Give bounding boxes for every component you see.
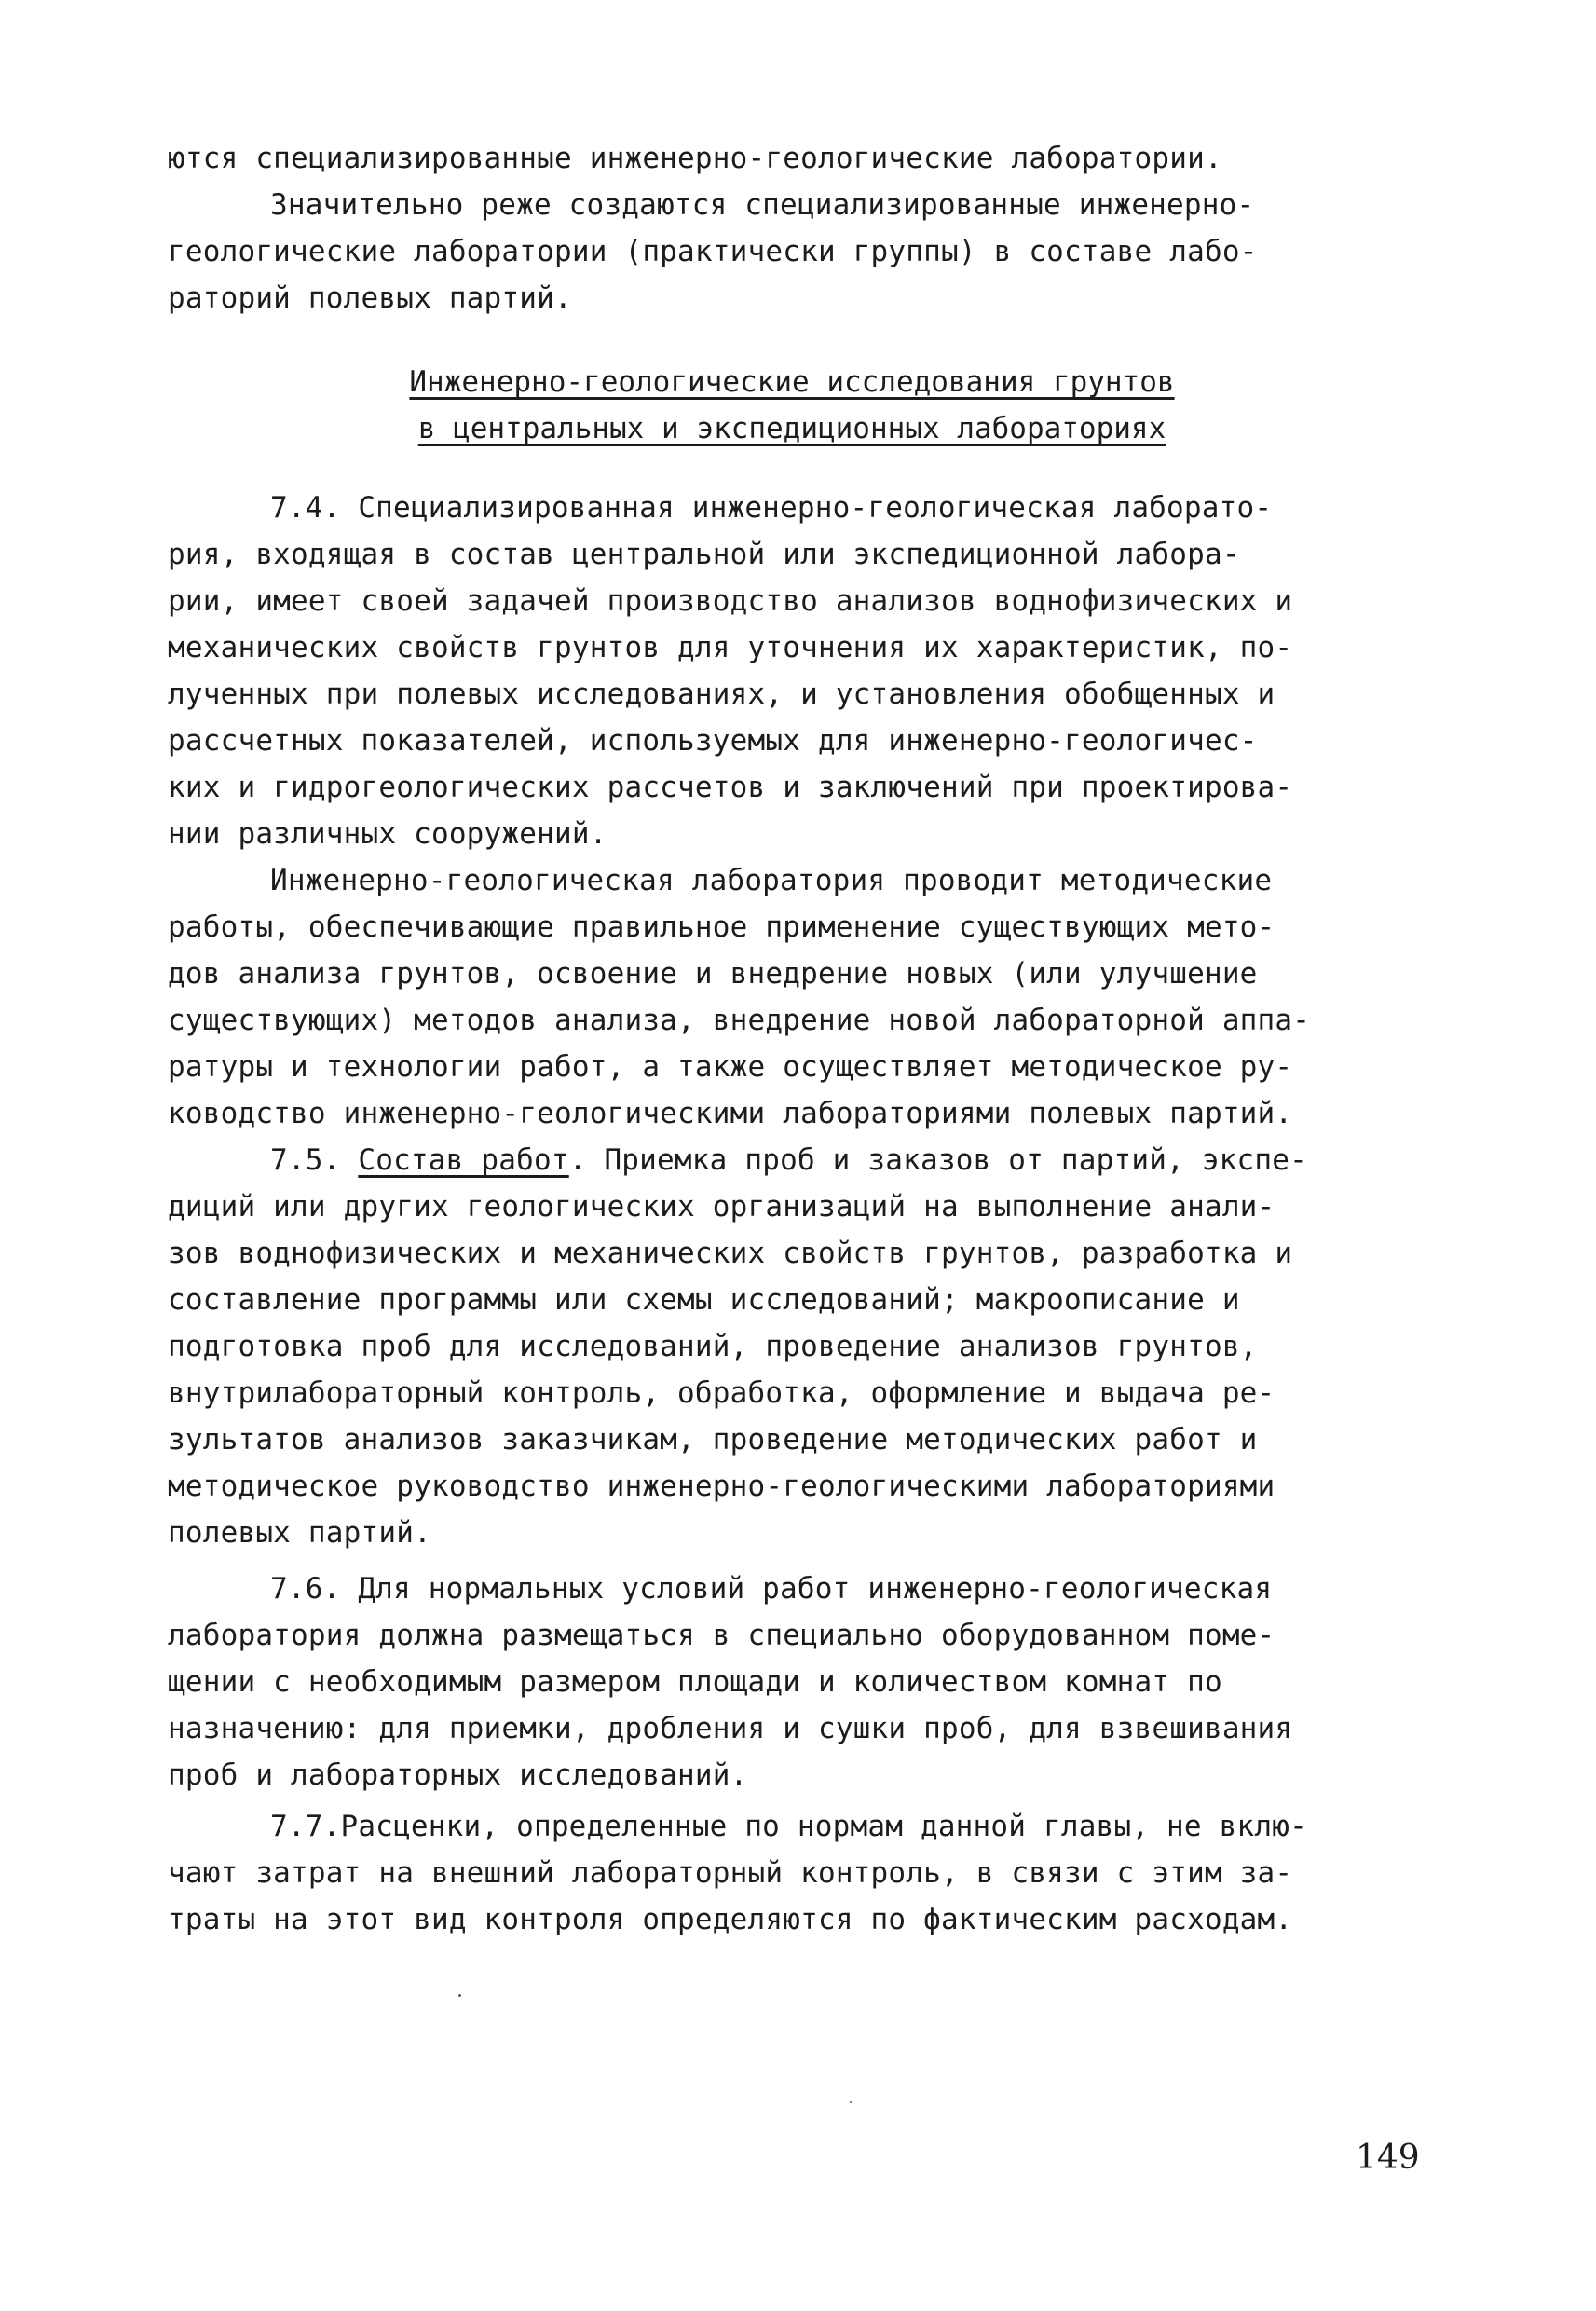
intro-paragraph	[168, 135, 1444, 321]
s77-line-3: траты на этот вид контроля определяются по фактическим расходам.	[168, 1903, 1293, 1936]
intro-line-3: геологические лаборатории (практически группы) в составе лабо-	[168, 235, 1258, 268]
s74-line-1: 7.4. Специализированная инженерно-геологическая лаборато-	[270, 491, 1273, 525]
s74-line-2: рия, входящая в состав центральной или экспедиционной лабора-	[168, 538, 1240, 571]
intro-line-4: раторий полевых партий.	[168, 281, 572, 315]
heading-line-1: Инженерно-геологические исследования грунтов	[409, 365, 1175, 399]
s77-line-2: чают затрат на внешний лабораторный контроль, в связи с этим за-	[168, 1856, 1293, 1890]
section-7-6	[168, 1566, 1444, 1798]
s75-line-2: диций или других геологических организаций на выполнение анали-	[168, 1190, 1275, 1224]
section-7-7	[168, 1803, 1444, 1943]
scan-speck	[850, 2101, 852, 2103]
s74-p2-line-3: дов анализа грунтов, освоение и внедрение новых (или улучшение	[168, 957, 1258, 991]
page-number: 149	[1356, 2139, 1420, 2177]
s74-line-5: лученных при полевых исследованиях, и установления обобщенных и	[168, 677, 1275, 711]
s74-line-8: нии различных сооружений.	[168, 817, 607, 851]
s74-line-4: механических свойств грунтов для уточнения их характеристик, по-	[168, 631, 1293, 664]
s75-line-6: внутрилабораторный контроль, обработка, оформление и выдача ре-	[168, 1376, 1275, 1410]
s76-line-5: проб и лабораторных исследований.	[168, 1758, 748, 1792]
s74-p2-line-5: ратуры и технологии работ, а также осуществляет методическое ру-	[168, 1050, 1293, 1084]
s74-line-7: ких и гидрогеологических рассчетов и заключений при проектирова-	[168, 771, 1293, 804]
section-7-5	[168, 1137, 1444, 1556]
s76-line-3: щении с необходимым размером площади и количеством комнат по	[168, 1665, 1222, 1699]
s74-line-6: рассчетных показателей, используемых для инженерно-геологичес-	[168, 724, 1258, 758]
s77-line-1: 7.7.Расценки, определенные по нормам данной главы, не вклю-	[270, 1810, 1307, 1843]
s75-line-3: зов воднофизических и механических свойств грунтов, разработка и	[168, 1237, 1293, 1270]
s75-first-rest: . Приемка проб и заказов от партий, экспе-	[568, 1143, 1307, 1177]
s75-line-8: методическое руководство инженерно-геологическими лабораториями	[168, 1470, 1275, 1503]
s74-line-3: рии, имеет своей задачей производство анализов воднофизических и	[168, 584, 1293, 618]
s74-p2-line-1: Инженерно-геологическая лаборатория проводит методические	[270, 864, 1273, 897]
s76-line-4: назначению: для приемки, дробления и сушки проб, для взвешивания	[168, 1712, 1293, 1745]
heading-line-2: в центральных и экспедиционных лабораториях	[417, 412, 1166, 445]
intro-line-2: Значительно реже создаются специализированные инженерно-	[270, 188, 1255, 222]
s75-line-9: полевых партий.	[168, 1516, 431, 1550]
s74-p2-line-2: работы, обеспечивающие правильное применение существующих мето-	[168, 910, 1275, 944]
scan-speck	[458, 1994, 461, 1997]
s75-line-7: зультатов анализов заказчикам, проведение методических работ и	[168, 1423, 1258, 1456]
s75-line-1	[168, 1137, 1444, 1183]
s75-line-4: составление программы или схемы исследований; макроописание и	[168, 1283, 1240, 1317]
s76-line-1: 7.6. Для нормальных условий работ инженерно-геологическая	[270, 1572, 1273, 1606]
s74-p2-line-6: ководство инженерно-геологическими лабораториями полевых партий.	[168, 1097, 1293, 1130]
s76-line-2: лаборатория должна размещаться в специально оборудованном поме-	[168, 1619, 1275, 1652]
intro-line-1: ются специализированные инженерно-геологические лаборатории.	[168, 142, 1222, 175]
s75-number: 7.5.	[270, 1143, 341, 1177]
s75-line-5: подготовка проб для исследований, проведение анализов грунтов,	[168, 1330, 1258, 1363]
s75-title: Состав работ	[358, 1143, 569, 1177]
section-7-4	[168, 485, 1444, 1137]
s74-p2-line-4: существующих) методов анализа, внедрение новой лабораторной аппа-	[168, 1004, 1311, 1037]
section-heading	[345, 359, 1239, 452]
